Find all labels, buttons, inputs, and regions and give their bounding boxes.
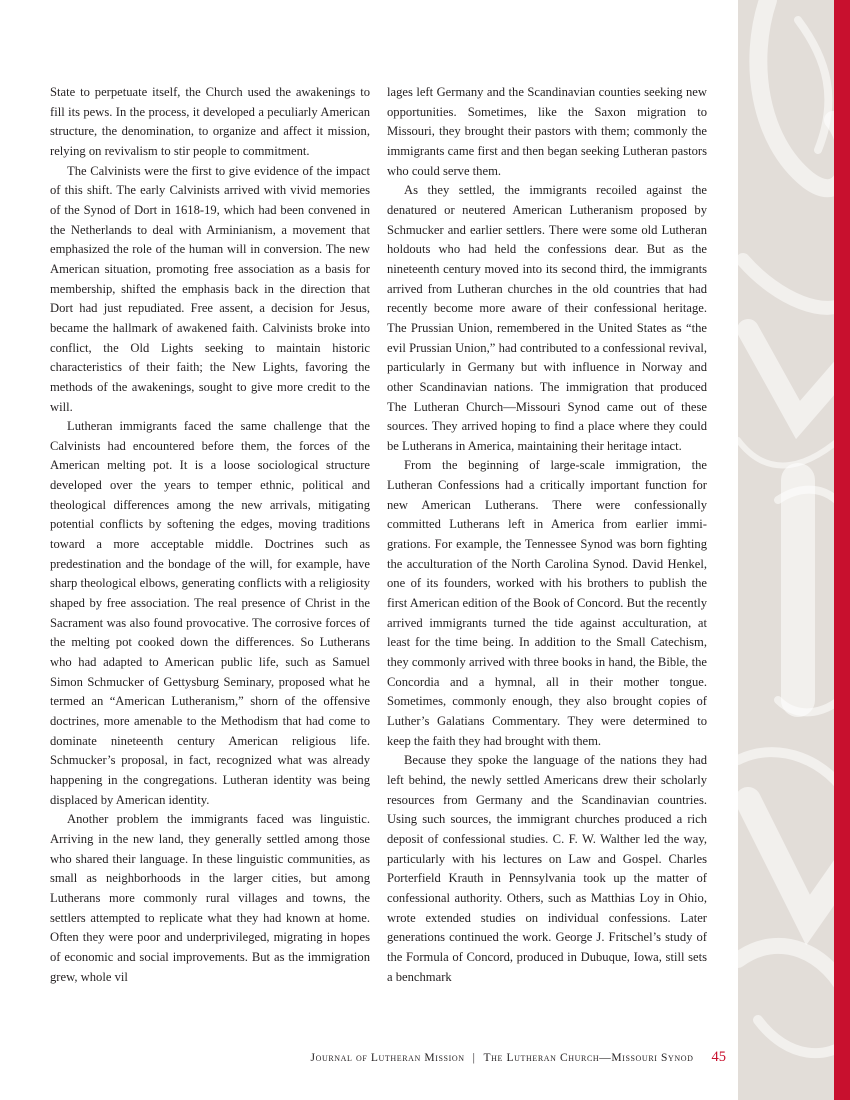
paragraph: The Calvinists were the first to give evidence of the impact of this shift. The early Calvinists arrived with vivid memories of the Synod of Dort in 1618-19, which had been convened in the Netherlands to deal with Arminianism, a movement that emphasized the role of the human will in conversion. The new American situation, promoting free association as a basis for membership, shifted the emphasis back in the direction that Dort had just repudiated. Free assent, a decision for Jesus, became the hallmark of awakened faith. Calvinists broke into conflict, the Old Lights seeking to maintain historic characteristics of their faith; the New Lights, favoring the methods of the awakenings, sought to give more credit to the will. bbox=[50, 163, 370, 414]
paragraph: Because they spoke the language of the nations they had left behind, the newly settled Americans drew their scholarly resources from Germany and the Scandinavian countries. Using such sources, the immigrant churches produced a rich deposit of confessional studies. C. F. W. Walther led the way, particularly with his lectures on Law and Gospel. Charles Porterfield Krauth in Pennsylvania took up the matter of confessional authority. Others, such as Matthias Loy in Ohio, wrote extended studies on individual confessions. Later generations continued the work. George J. Fritschel’s study of the Formula of Concord, produced in Dubuque, Iowa, still sets a benchmark bbox=[387, 753, 707, 984]
paragraph: As they settled, the immigrants recoiled against the denatured or neutered American Lutheranism proposed by Schmucker and earlier settlers. There were some old Lutheran holdouts who had held the confessions dear. But as the nineteenth century moved into its second third, the immigrants arrived from Lutheran churches in the old countries that had recently become more aware of their confessional heritage. The Prussian Union, remembered in the United States as “the evil Prussian Union,” had contributed to a confessional revival, particularly in Germany but with influence in Norway and other Scandinavian nations. The immigration that produced The Lutheran Church—Missouri Synod came out of these sources. They arrived hoping to find a place where they could be Lutherans in America, maintaining their heritage intact. bbox=[387, 183, 707, 453]
paragraph: Lutheran immigrants faced the same challenge that the Calvinists had encountered before them, the forces of the American melting pot. It is a loose sociological structure developed over the years to temper ethnic, political and theological differences among the new arrivals, mitigating potential conflicts by softening the edges, moving traditions toward a more acceptable middle. Doctrines such as predestination and the bondage of the will, for example, have sharp theological elbows, generating conflicts with a religiosity shaped by free association. The real presence of Christ in the Sacrament was also found provocative. The corrosive forces of the melting pot cooked down the differences. So Lutherans who had adapted to American public life, such as Samuel Simon Schmucker of Gettysburg Seminary, proposed what he termed an “American Lutheranism,” shorn of the offensive doctrines, more amenable to the Methodism that had come to dominate nineteenth century American religious life. Schmucker’s proposal, in fact, recognized what was already happening in the congregations. Lutheran identity was being displaced by American identity. bbox=[50, 419, 370, 807]
journal-title: Journal of Lutheran Mission bbox=[310, 1052, 465, 1064]
publisher-name: The Lutheran Church—Missouri Synod bbox=[483, 1052, 694, 1064]
accent-stripe bbox=[834, 0, 850, 1100]
paragraph: Another problem the immigrants faced was linguistic. Arriving in the new land, they generally settled among those who shared their language. In these linguistic communities, as small as neighborhoods in the larger cities, but among Lutherans more commonly rural villages and towns, the settlers attempted to replicate what they had known at home. Often they were poor and underprivileged, migrating in hopes of economic and social improvements. But as the immigration grew, whole vil bbox=[50, 812, 370, 984]
left-column bbox=[50, 83, 370, 987]
footer-separator: | bbox=[472, 1052, 476, 1064]
right-column bbox=[387, 83, 707, 987]
page-number: 45 bbox=[711, 1049, 726, 1065]
paragraph: From the beginning of large-scale immigration, the Lutheran Confessions had a critically important function for new American Lutherans. There were confessionally committed Lutherans left in America from earlier immigrations. For example, the Tennessee Synod was born fighting the acculturation of the North Carolina Synod. David Henkel, one of its founders, worked with his brothers to publish the first American edition of the Book of Concord. But the recently arrived immigrants turned the tide against acculturation, at least for the time being. In addition to the Small Catechism, they commonly arrived with three books in hand, the Bible, the Concordia and a hymnal, all in their mother tongue. Sometimes, commonly enough, they also brought copies of Luther’s Galatians Commentary. They were determined to keep the faith they had brought with them. bbox=[387, 458, 708, 748]
page-footer bbox=[200, 1049, 726, 1066]
paragraph: lages left Germany and the Scandinavian counties seeking new opportunities. Sometimes, like the Saxon migration to Missouri, they brought their pastors with them; commonly the immigrants came first and then began seeking Lutheran pastors who could serve them. bbox=[387, 85, 707, 178]
paragraph: State to perpetuate itself, the Church used the awakenings to fill its pews. In the process, it developed a peculiarly American structure, the denomination, to organize and affect it mission, relying on revivalism to stir people to commitment. bbox=[50, 85, 370, 158]
